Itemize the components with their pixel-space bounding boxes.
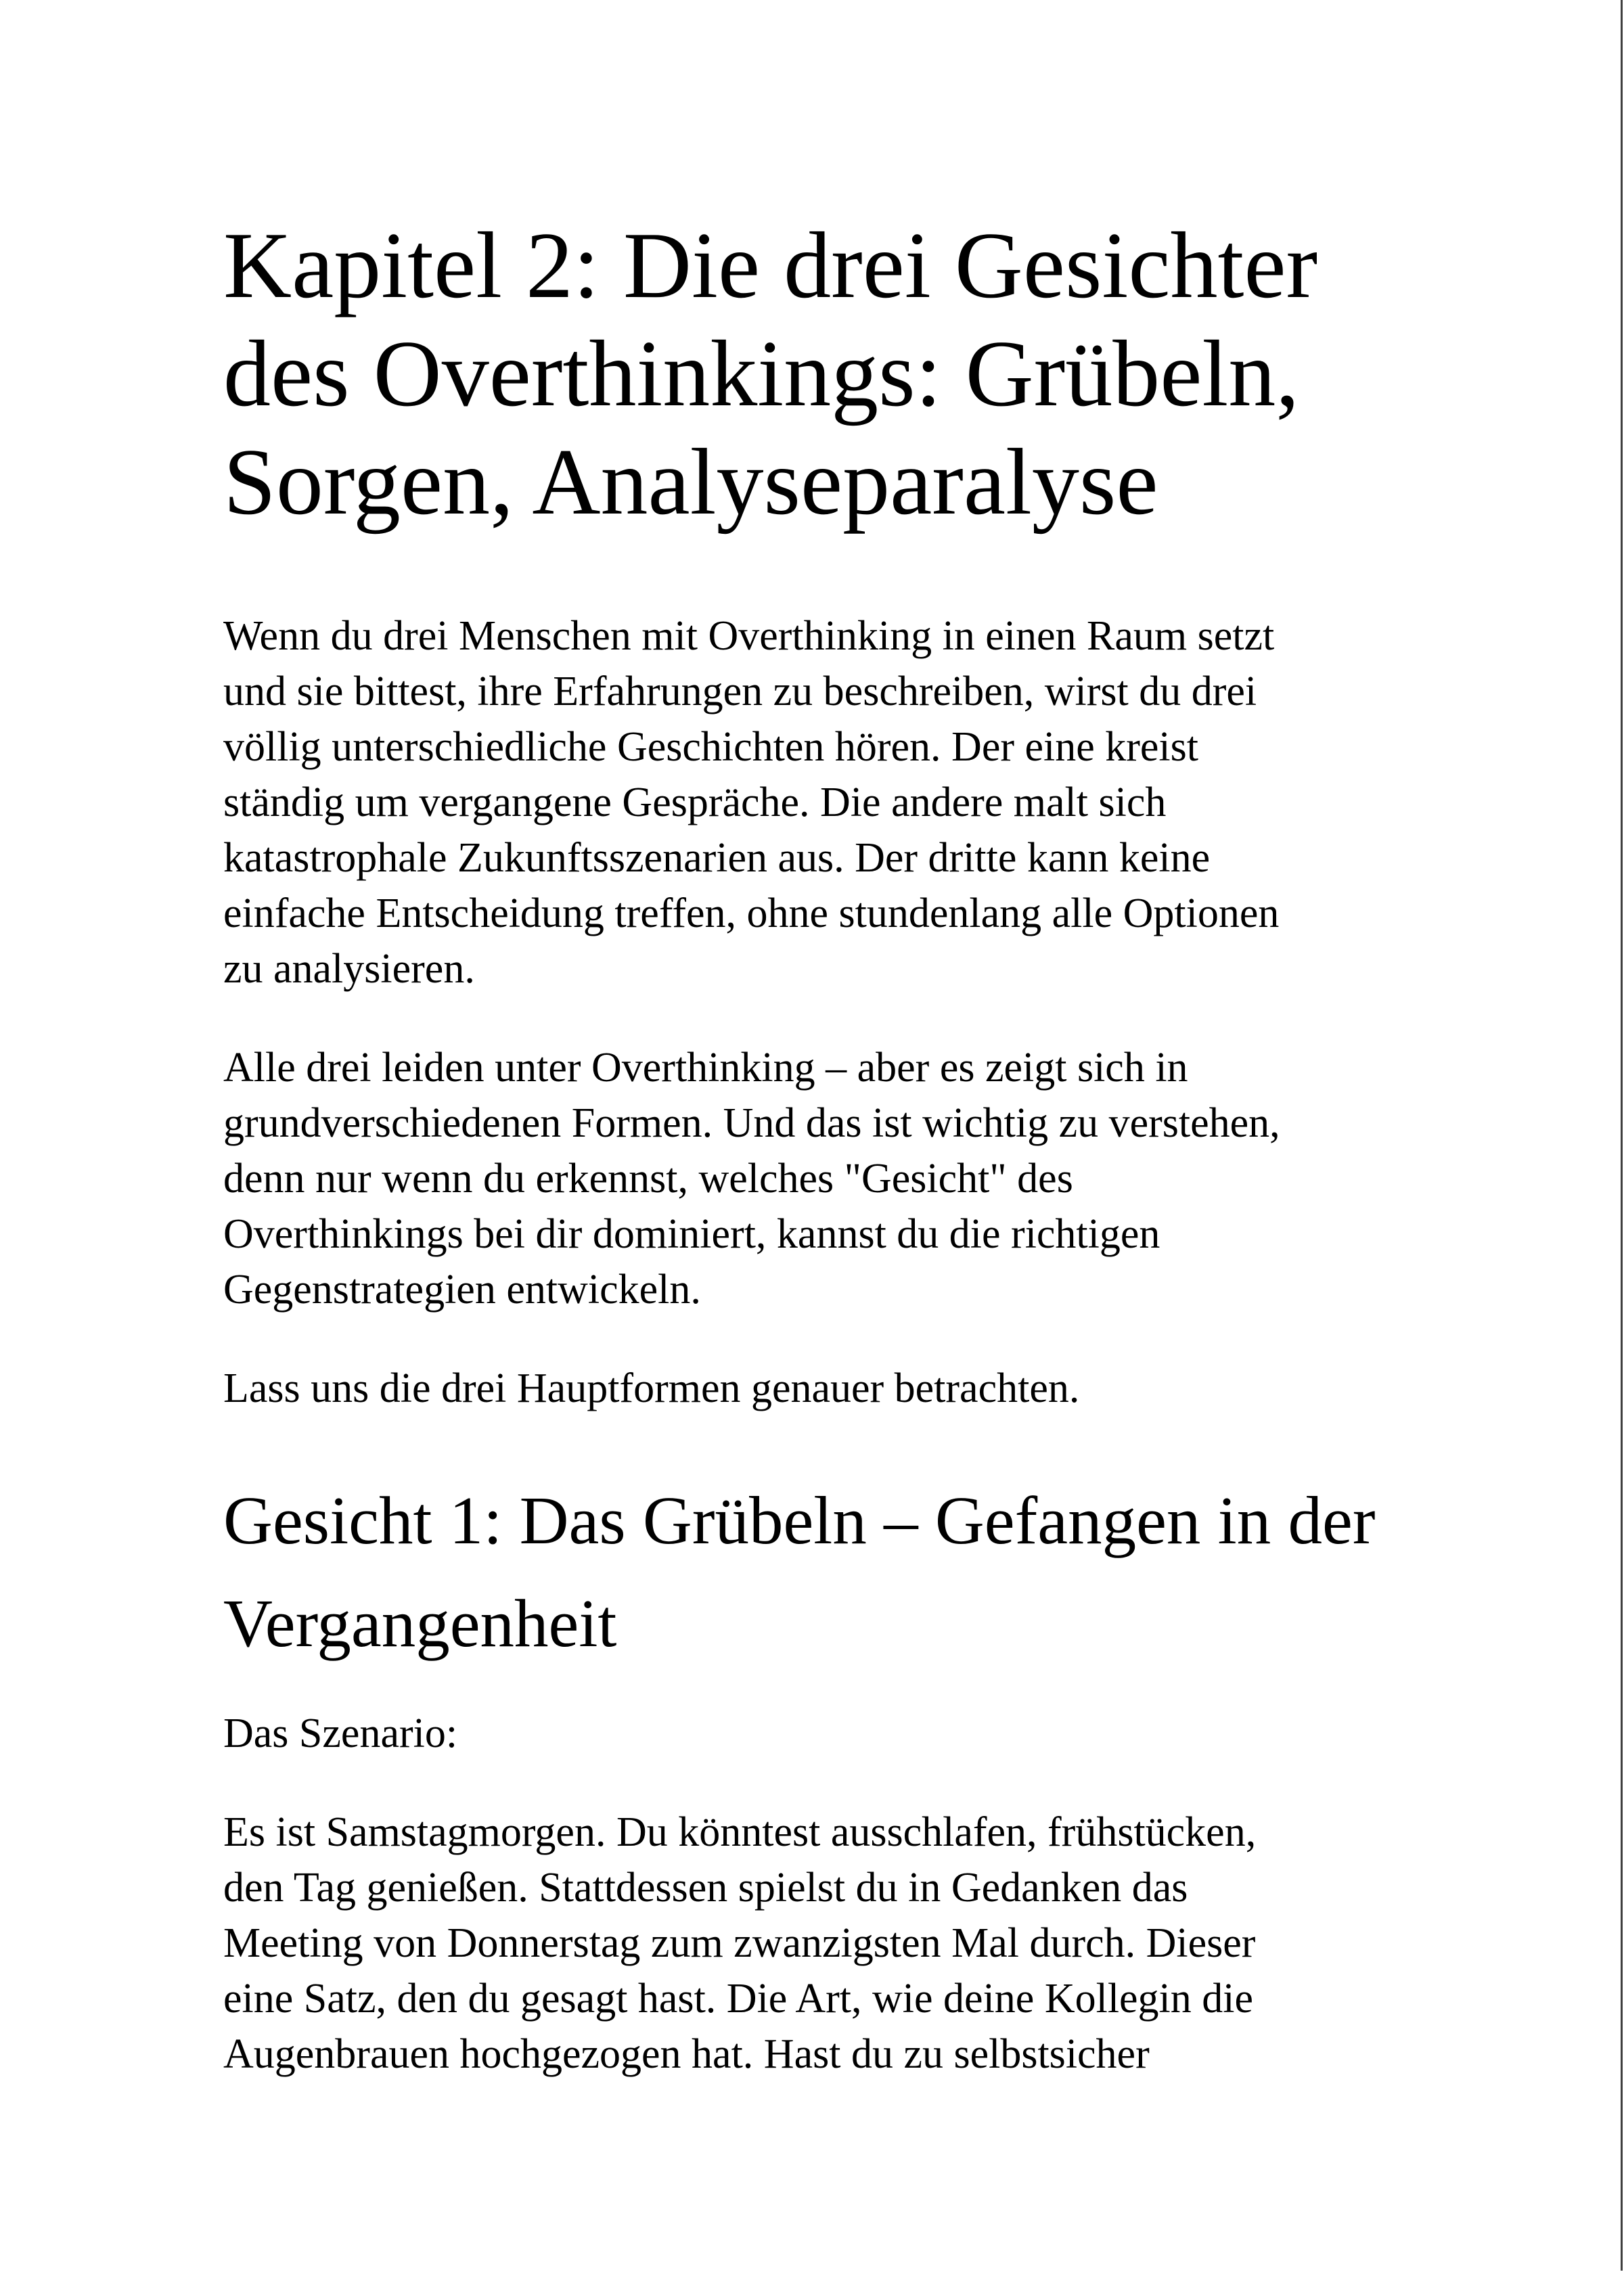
paragraph-line: Gegenstrategien entwickeln. — [223, 1267, 701, 1313]
paragraph-line: Overthinkings bei dir dominiert, kannst du die richtigen — [223, 1211, 1160, 1257]
paragraph-line: Alle drei leiden unter Overthinking – aber es zeigt sich in — [223, 1045, 1188, 1091]
paragraph-line: denn nur wenn du erkennst, welches "Gesicht" des — [223, 1156, 1073, 1202]
paragraph-line: einfache Entscheidung treffen, ohne stundenlang alle Optionen — [223, 890, 1280, 936]
paragraph-lead-in — [223, 1361, 1418, 1416]
paragraph-line: katastrophale Zukunftsszenarien aus. Der dritte kann keine — [223, 835, 1211, 881]
paragraph-line: ständig um vergangene Gespräche. Die andere malt sich — [223, 779, 1167, 825]
section-heading-line: Vergangenheit — [223, 1585, 617, 1661]
chapter-heading-line: des Overthinkings: Grübeln, — [223, 321, 1300, 426]
paragraph-line: Es ist Samstagmorgen. Du könntest ausschlafen, frühstücken, — [223, 1809, 1257, 1855]
chapter-heading-line: Sorgen, Analyseparalyse — [223, 430, 1158, 535]
paragraph-line: zu analysieren. — [223, 946, 475, 992]
chapter-heading — [223, 212, 1418, 537]
paragraph-line: eine Satz, den du gesagt hast. Die Art, wie deine Kollegin die — [223, 1976, 1254, 2022]
paragraph-three-forms — [223, 1040, 1418, 1317]
scrollbar[interactable] — [1621, 0, 1623, 2271]
paragraph-line: Augenbrauen hochgezogen hat. Hast du zu selbstsicher — [223, 2031, 1150, 2077]
paragraph-scenario-label — [223, 1706, 1418, 1761]
paragraph-line: völlig unterschiedliche Geschichten hören. Der eine kreist — [223, 724, 1198, 770]
paragraph-line: und sie bittest, ihre Erfahrungen zu beschreiben, wirst du drei — [223, 668, 1257, 714]
paragraph-line: den Tag genießen. Stattdessen spielst du in Gedanken das — [223, 1865, 1188, 1911]
chapter-heading-line: Kapitel 2: Die drei Gesichter — [223, 213, 1318, 318]
paragraph-scenario — [223, 1804, 1418, 2082]
paragraph-line: Lass uns die drei Hauptformen genauer betrachten. — [223, 1365, 1080, 1411]
paragraph-line: Meeting von Donnerstag zum zwanzigsten Mal durch. Dieser — [223, 1920, 1256, 1966]
section-heading — [223, 1469, 1418, 1675]
paragraph-line: grundverschiedenen Formen. Und das ist wichtig zu verstehen, — [223, 1100, 1280, 1146]
paragraph-three-people — [223, 608, 1418, 997]
paragraph-line: Das Szenario: — [223, 1710, 458, 1756]
section-heading-line: Gesicht 1: Das Grübeln – Gefangen in der — [223, 1482, 1376, 1558]
paragraph-line: Wenn du drei Menschen mit Overthinking in einen Raum setzt — [223, 613, 1275, 659]
page-content — [223, 212, 1418, 2125]
